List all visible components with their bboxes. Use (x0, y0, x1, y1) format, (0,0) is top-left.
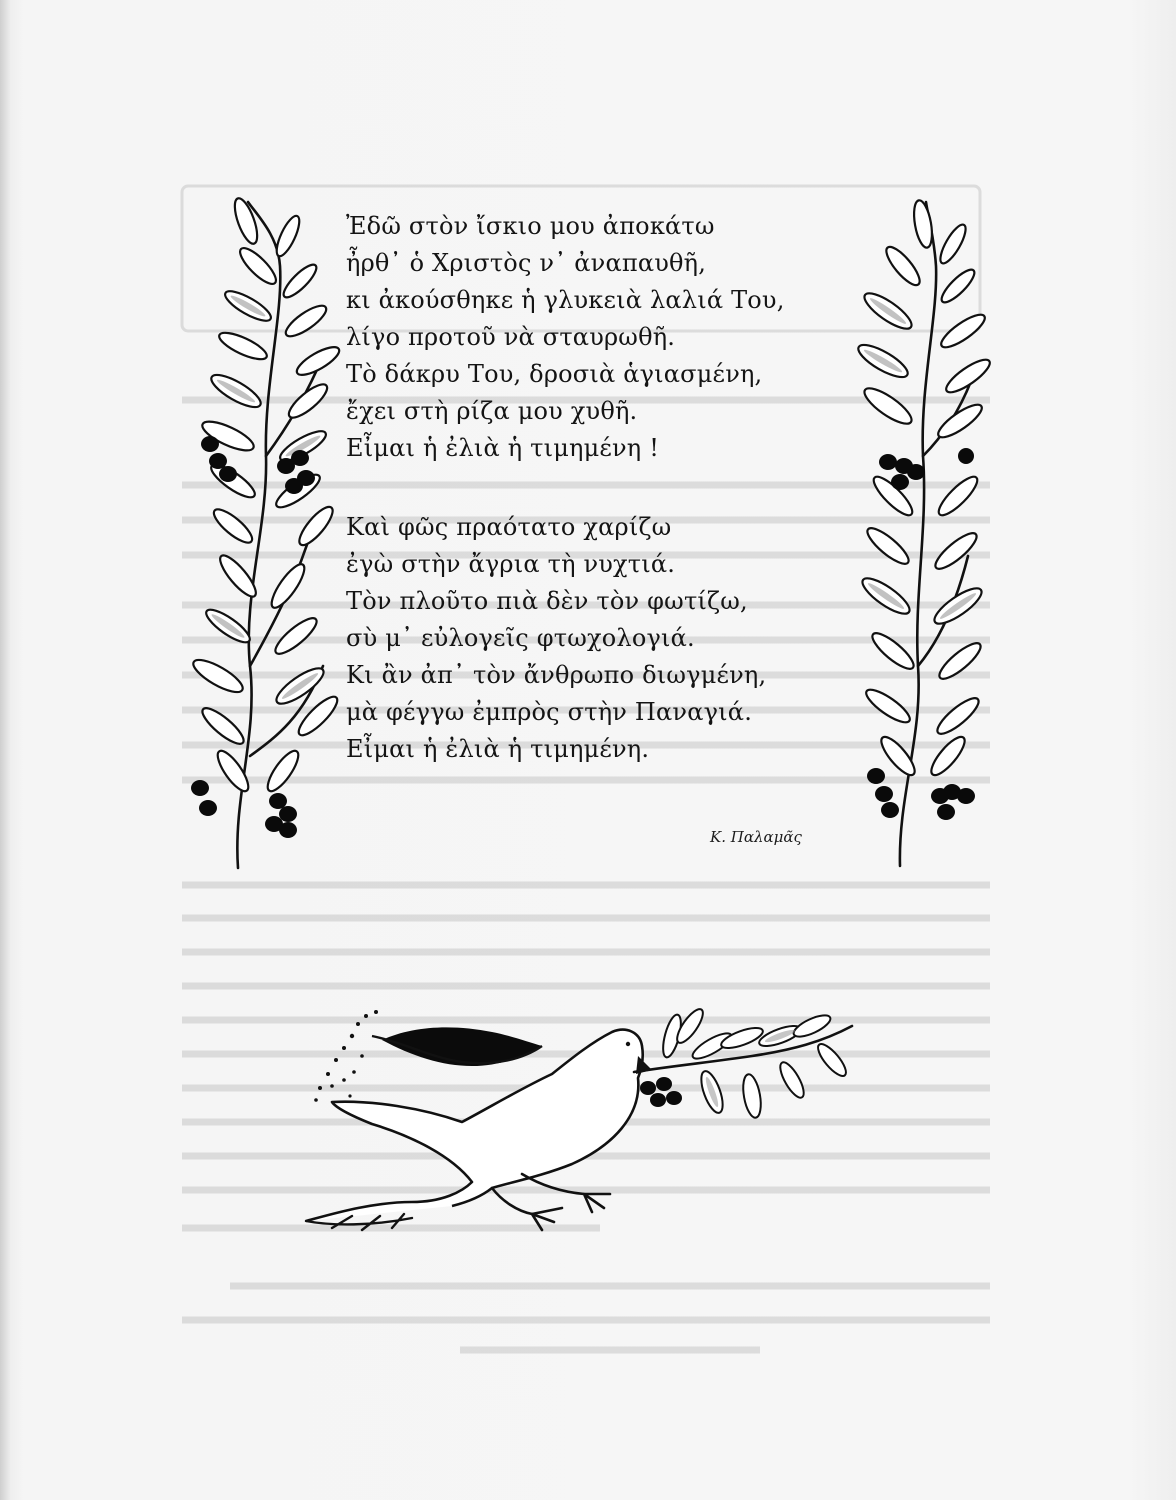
left-olive-branch-icon (188, 196, 348, 886)
poem-line: μὰ φέγγω ἐμπρὸς στὴν Παναγιά. (346, 698, 753, 726)
poem (346, 208, 846, 768)
poem-line: Τὸ δάκρυ Του, δροσιὰ ἁγιασμένη, (346, 360, 763, 388)
poem-stanza-2 (346, 509, 846, 768)
poem-line: Εἶμαι ἡ ἐλιὰ ἡ τιμημένη. (346, 735, 650, 763)
poem-line: Καὶ φῶς πραότατο χαρίζω (346, 513, 672, 541)
poem-line: σὺ μ᾽ εὐλογεῖς φτωχολογιά. (346, 624, 695, 652)
poem-line: ἔχει στὴ ρίζα μου χυθῆ. (346, 397, 638, 425)
right-olive-branch-icon (848, 196, 998, 876)
poem-line: Τὸν πλοῦτο πιὰ δὲν τὸν φωτίζω, (346, 587, 748, 615)
poem-line: κι ἀκούσθηκε ἡ γλυκειὰ λαλιά Του, (346, 286, 785, 314)
poem-line: Ἐδῶ στὸν ἴσκιο μου ἀποκάτω (346, 212, 715, 240)
poem-line: ἐγὼ στὴν ἄγρια τὴ νυχτιά. (346, 550, 676, 578)
dove-with-olive-branch-icon (292, 996, 872, 1246)
poem-line: λίγο προτοῦ νὰ σταυρωθῆ. (346, 323, 676, 351)
poem-line: ἦρθ᾽ ὁ Χριστὸς ν᾽ ἀναπαυθῆ, (346, 249, 707, 277)
poem-line: Κι ἂν ἀπ᾽ τὸν ἄνθρωπο διωγμένη, (346, 661, 767, 689)
poem-stanza-1 (346, 208, 846, 467)
poem-line: Εἶμαι ἡ ἐλιὰ ἡ τιμημένη ! (346, 434, 660, 462)
poem-author: Κ. Παλαμᾶς (710, 828, 802, 846)
